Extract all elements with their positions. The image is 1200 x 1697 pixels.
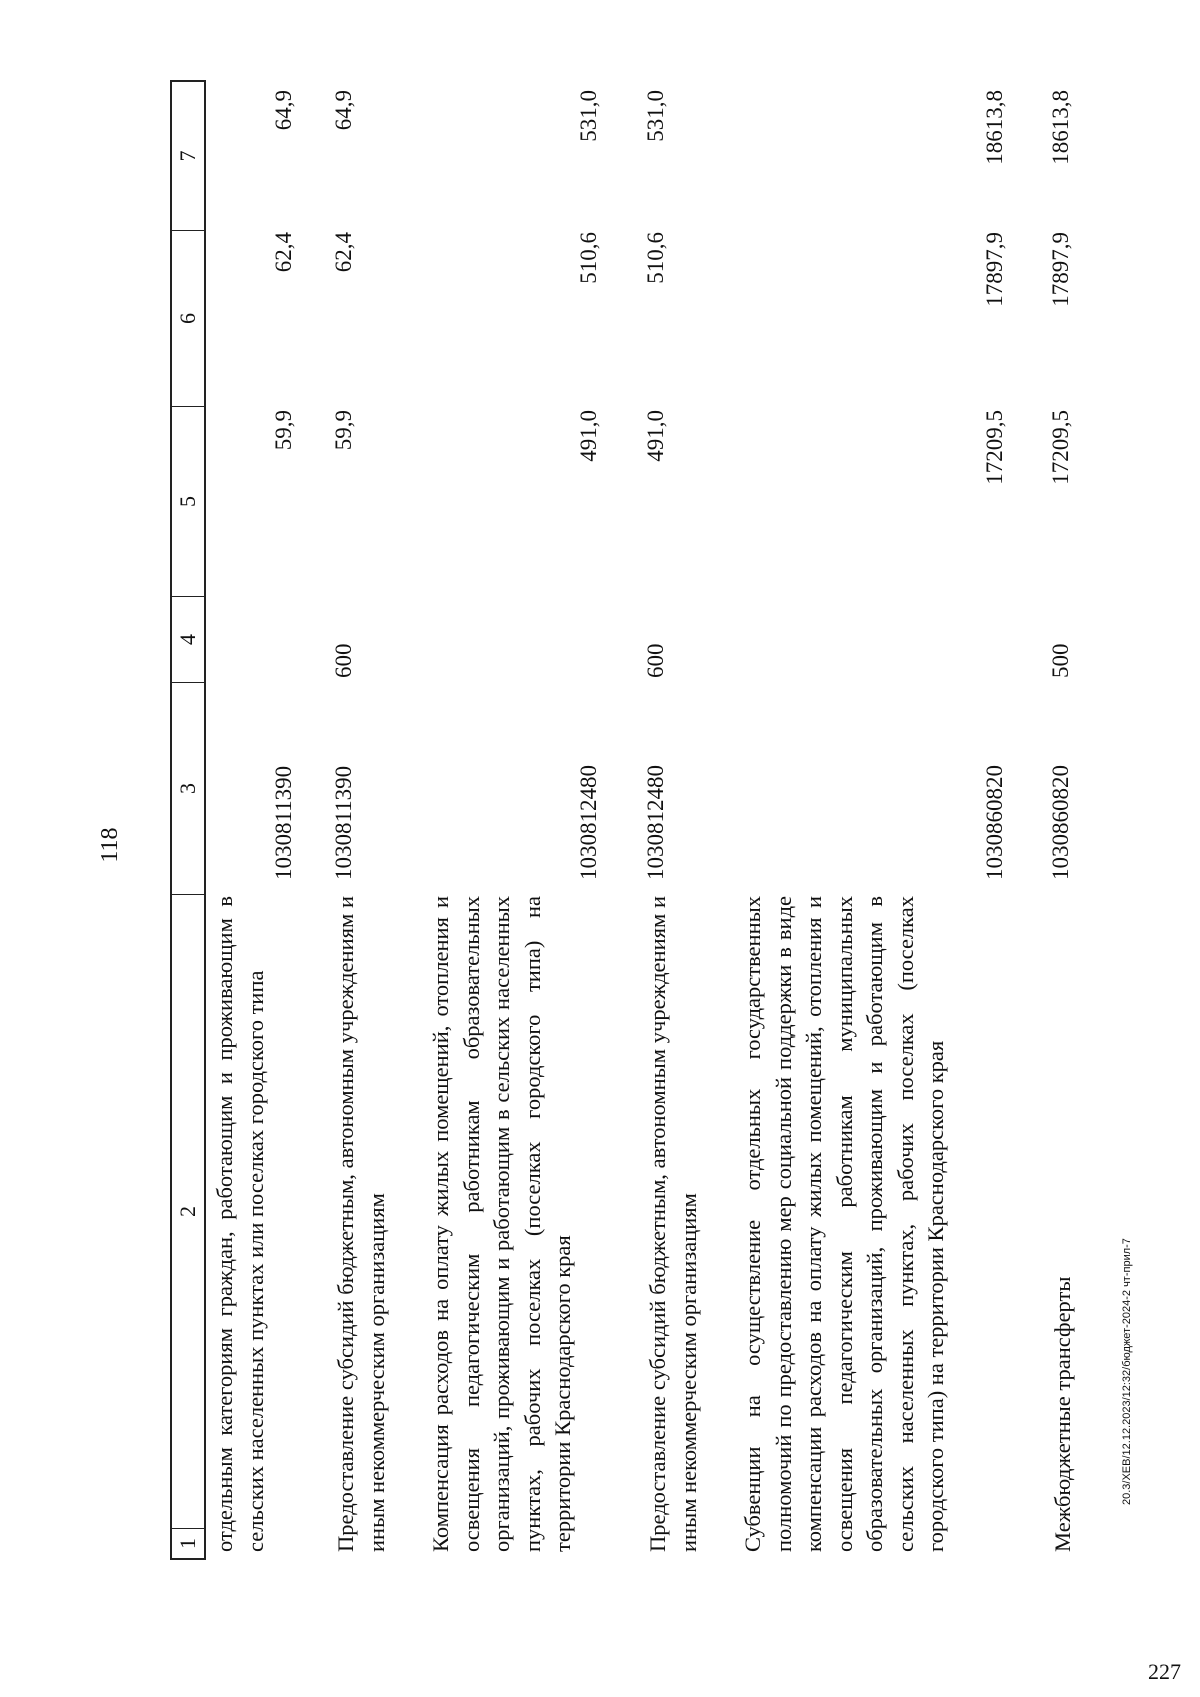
- row-code: 1030860820: [1048, 765, 1073, 880]
- row-description: отдельным категориям граждан, работающим и проживающим в сельских населенных пунктах или поселках городского типа: [212, 896, 268, 1552]
- column-header-6: 6: [172, 230, 204, 406]
- row-code: 1030812480: [576, 765, 601, 880]
- row-description: Субвенции на осуществление отдельных государственных полномочий по предоставлению мер социальной поддержки в виде компенсации расходов на оплату жилых помещений, отопления и освещения педагогическим работникам муниципальных образовательных организаций, проживающим и работающим в сельских населенных пунктах, рабочих поселках (поселках городского типа) на территории Краснодарского края: [740, 896, 948, 1552]
- row-expense-type: 600: [331, 643, 356, 678]
- row-value-7: 18613,8: [982, 90, 1007, 165]
- row-value-6: 62,4: [331, 232, 356, 273]
- row-expense-type: 500: [1048, 643, 1073, 678]
- row-value-5: 59,9: [271, 410, 296, 451]
- row-value-7: 18613,8: [1048, 90, 1073, 165]
- row-code: 1030812480: [643, 765, 668, 880]
- row-value-7: 531,0: [576, 90, 601, 142]
- row-description: Межбюджетные трансферты: [1050, 1276, 1075, 1552]
- column-header-3: 3: [172, 682, 204, 894]
- row-value-6: 510,6: [576, 232, 601, 284]
- row-value-6: 17897,9: [1048, 232, 1073, 307]
- page-number: 118: [97, 827, 123, 863]
- row-code: 1030860820: [982, 765, 1007, 880]
- row-description: Предоставление субсидий бюджетным, автономным учреждениям и иным некоммерческим организациям: [645, 896, 701, 1552]
- row-code: 1030811390: [331, 765, 356, 880]
- row-value-5: 59,9: [331, 410, 356, 451]
- sheet-number: 227: [1148, 1659, 1181, 1684]
- table-header-row: [170, 80, 206, 1560]
- row-value-6: 510,6: [643, 232, 668, 284]
- column-header-4: 4: [172, 596, 204, 682]
- row-value-7: 64,9: [331, 90, 356, 131]
- column-header-1: 1: [172, 1528, 204, 1558]
- row-value-7: 531,0: [643, 90, 668, 142]
- row-value-6: 17897,9: [982, 232, 1007, 307]
- table-body: [206, 80, 1166, 1560]
- column-header-5: 5: [172, 406, 204, 596]
- row-value-5: 491,0: [643, 410, 668, 462]
- row-value-5: 17209,5: [982, 410, 1007, 485]
- row-code: 1030811390: [271, 765, 296, 880]
- row-expense-type: 600: [643, 643, 668, 678]
- row-description: Предоставление субсидий бюджетным, автономным учреждениям и иным некоммерческим организациям: [333, 896, 389, 1552]
- column-header-7: 7: [175, 150, 200, 162]
- row-value-5: 491,0: [576, 410, 601, 462]
- row-description: Компенсация расходов на оплату жилых помещений, отопления и освещения педагогическим работникам образовательных организаций, проживающим и работающим в сельских населенных пунктах, рабочих поселках (поселках городского типа) на территории Краснодарского края: [428, 896, 575, 1552]
- row-value-7: 64,9: [271, 90, 296, 131]
- document-code: 20.3/ХЕВ/12.12.2023/12:32/бюджет-2024-2 чт-прил-7: [1121, 1238, 1133, 1505]
- column-header-2: 2: [172, 894, 204, 1528]
- row-value-6: 62,4: [271, 232, 296, 273]
- row-value-5: 17209,5: [1048, 410, 1073, 485]
- budget-table: [170, 80, 1180, 1560]
